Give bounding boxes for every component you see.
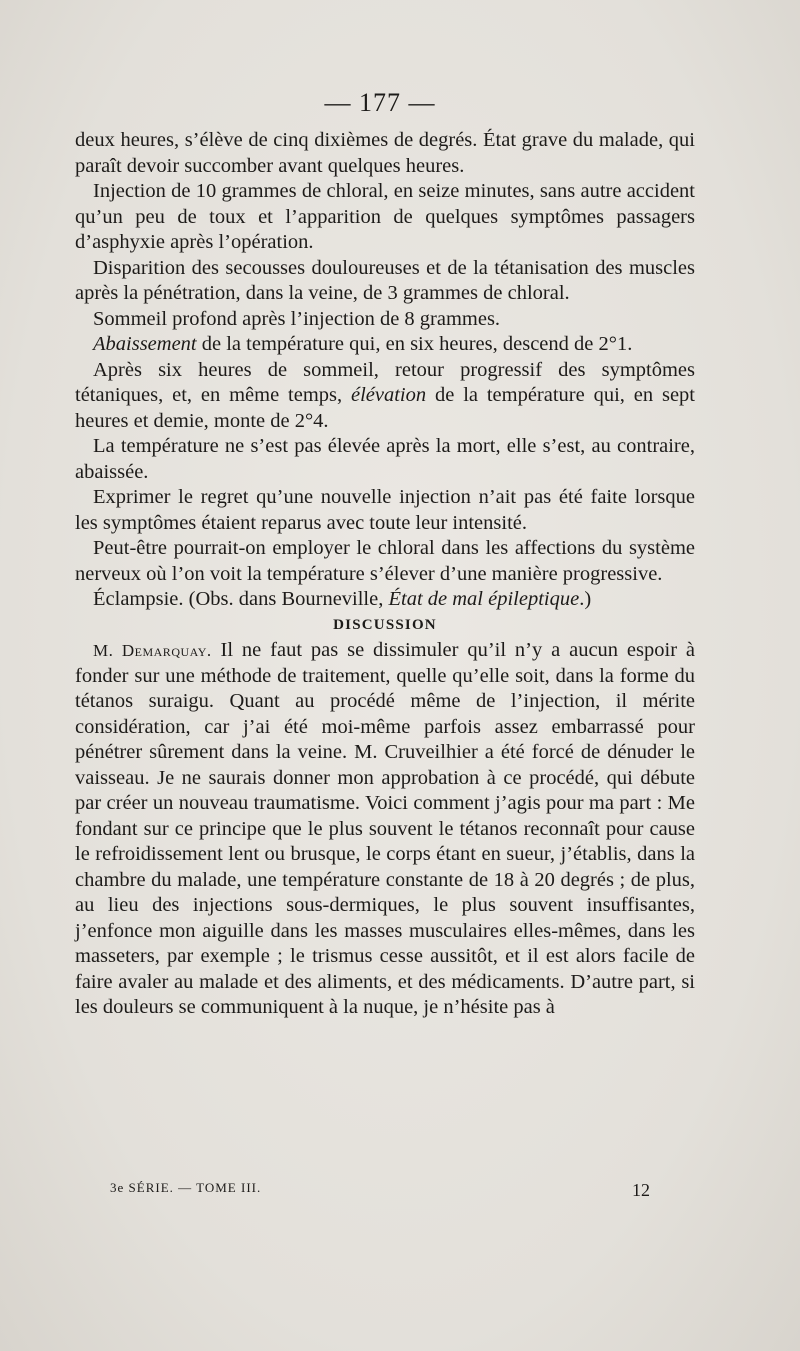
signature-mark: 12: [632, 1180, 650, 1200]
paragraph: Peut-être pourrait-on employer le chloral dans les affections du système nerveux où l’on voit la température s’élever d’une manière progressive.: [75, 537, 695, 585]
body-text: [75, 128, 695, 1021]
text-run: de la température qui, en sept heures et demie, monte de 2°4.: [75, 384, 695, 432]
page-number: — 177 —: [324, 88, 436, 117]
text-run: Éclampsie. (Obs. dans Bourneville,: [93, 588, 389, 610]
text-run: Après six heures de sommeil, retour progressif des symptômes tétaniques, et, en même temps,: [75, 358, 695, 406]
emphasis: Abaissement: [93, 333, 197, 355]
paragraph: [75, 358, 695, 435]
section-heading: DISCUSSION: [333, 616, 437, 633]
paragraph: Disparition des secousses douloureuses et de la tétanisation des muscles après la pénétration, dans la veine, de 3 grammes de chloral.: [75, 256, 695, 304]
text-run: .): [579, 588, 592, 610]
paragraph: Exprimer le regret qu’une nouvelle injection n’ait pas été faite lorsque les symptômes étaient reparus avec toute leur intensité.: [75, 486, 695, 534]
emphasis: élévation: [350, 384, 427, 406]
paragraph: Injection de 10 grammes de chloral, en seize minutes, sans autre accident qu’un peu de toux et l’apparition de quelques symptômes passagers d’asphyxie après l’opération.: [75, 180, 695, 253]
paragraph: [75, 587, 695, 613]
speaker-name: M. Demarquay.: [93, 641, 212, 660]
series-volume: 3e SÉRIE. — TOME III.: [110, 1180, 262, 1195]
discussion-paragraph: [75, 638, 695, 1021]
paragraph: La température ne s’est pas élevée après la mort, elle s’est, au contraire, abaissée.: [75, 435, 695, 483]
paragraph: deux heures, s’élève de cinq dixièmes de degrés. État grave du malade, qui paraît devoir succomber avant quelques heures.: [75, 129, 695, 177]
text-run: de la température qui, en six heures, descend de 2°1.: [196, 333, 633, 355]
paragraph: [75, 332, 695, 358]
text-run: Il ne faut pas se dissimuler qu’il n’y a aucun espoir à fonder sur une méthode de traitement, quelle qu’elle soit, dans la forme du tétanos suraigu. Quant au procédé même de l’injection, il mérite considération, car j’ai été moi-même parfois assez embarrassé pour pénétrer sûrement dans la veine. M. Cruveilhier a été forcé de dénuder le vaisseau. Je ne saurais donner mon approbation à ce procédé, qui débute par créer un nouveau traumatisme. Voici comment j’agis pour ma part : Me fondant sur ce principe que le plus souvent le tétanos reconnaît pour cause le refroidissement lent ou brusque, le corps étant en sueur, j’établis, dans la chambre du malade, une température constante de 18 à 20 degrés ; de plus, au lieu des injections sous-dermiques, le plus souvent insuffisantes, j’enfonce mon aiguille dans les masses musculaires elles-mêmes, dans les masseters, par exemple ; le trismus cesse aussitôt, et il est alors facile de faire avaler au malade et des aliments, et des médicaments. D’autre part, si les douleurs se communiquent à la nuque, je n’hésite pas à: [75, 639, 696, 1018]
emphasis: État de mal épileptique: [388, 588, 580, 610]
paragraph: Sommeil profond après l’injection de 8 grammes.: [93, 307, 501, 330]
